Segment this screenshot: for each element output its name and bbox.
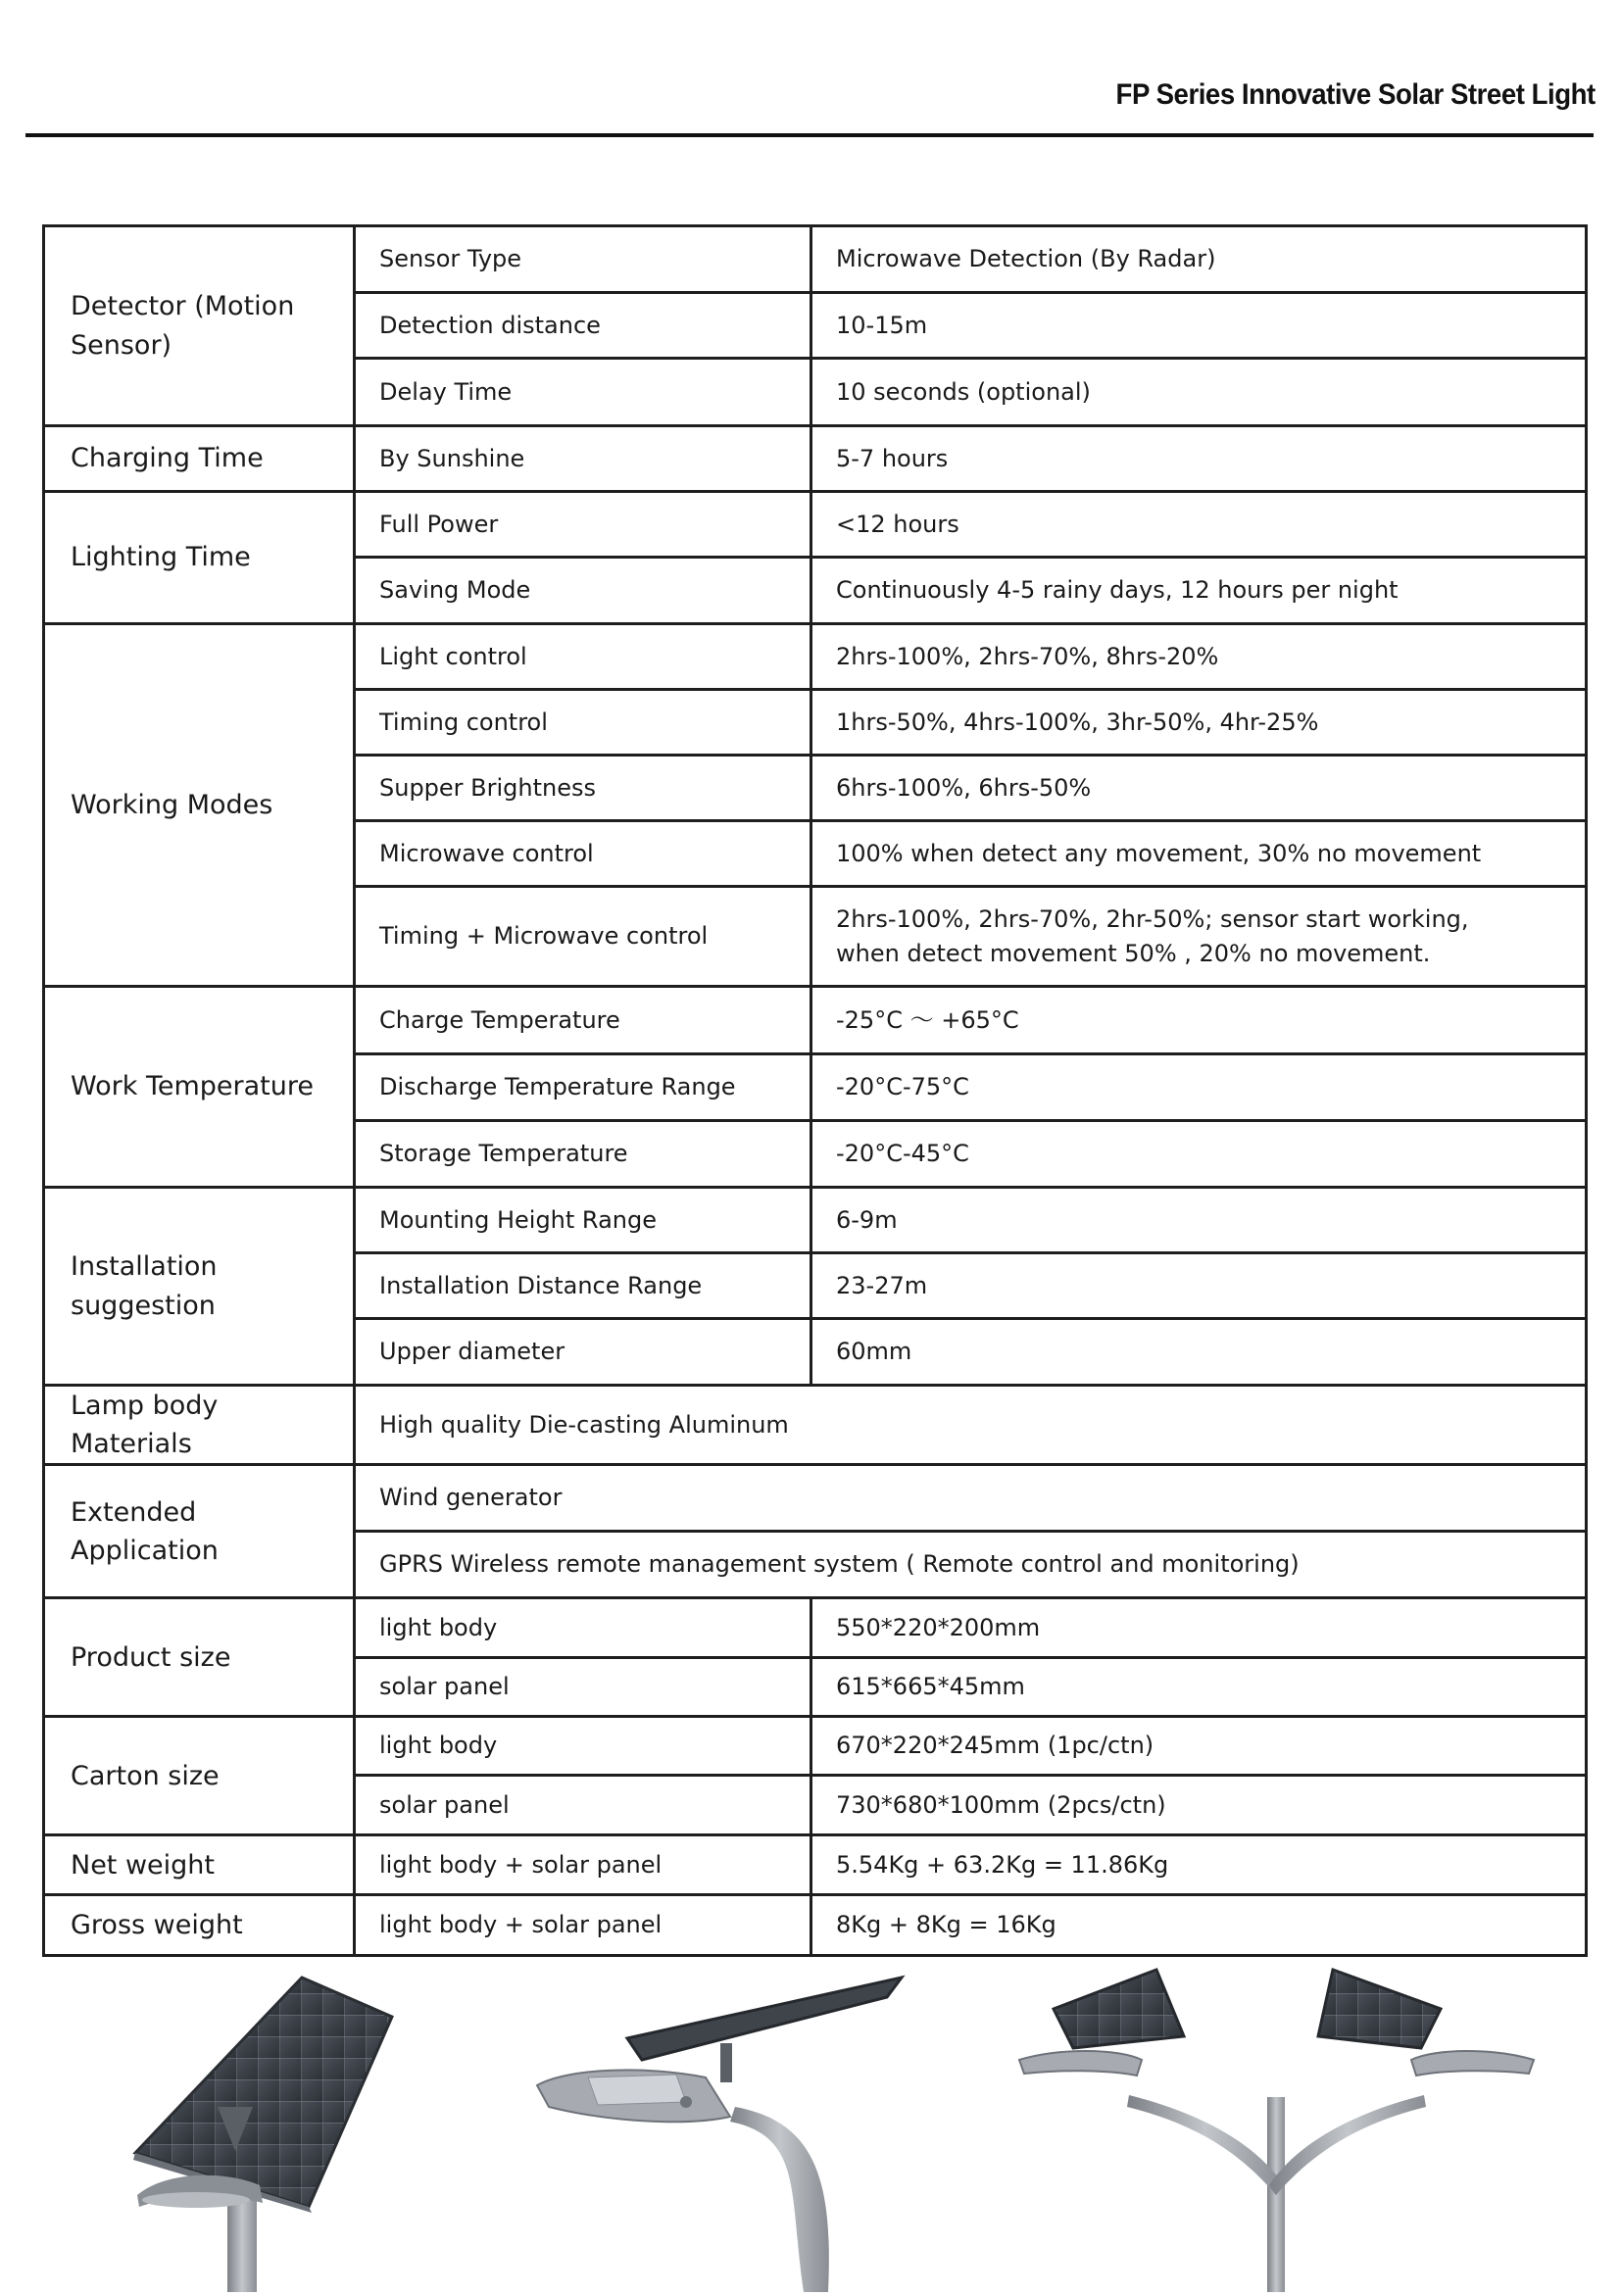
item-name: Supper Brightness	[355, 756, 811, 821]
item-name: Charge Temperature	[355, 987, 811, 1054]
product-photo-1	[133, 1978, 392, 2292]
item-value: 10-15m	[811, 293, 1587, 359]
product-photo-3	[1019, 1970, 1534, 2292]
item-value: 100% when detect any movement, 30% no movement	[811, 821, 1587, 887]
category-cell: Detector (Motion Sensor)	[44, 226, 355, 426]
item-name: solar panel	[355, 1658, 811, 1717]
category-cell: Carton size	[44, 1717, 355, 1835]
item-value: 615*665*45mm	[811, 1658, 1587, 1717]
spec-table	[42, 224, 1588, 1957]
item-value: 5-7 hours	[811, 426, 1587, 492]
item-value: Microwave Detection (By Radar)	[811, 226, 1587, 293]
item-value: 2hrs-100%, 2hrs-70%, 8hrs-20%	[811, 624, 1587, 690]
item-name: Delay Time	[355, 359, 811, 426]
item-value: Continuously 4-5 rainy days, 12 hours per night	[811, 558, 1587, 624]
item-value: 5.54Kg + 63.2Kg = 11.86Kg	[811, 1835, 1587, 1895]
page-title: FP Series Innovative Solar Street Light	[1115, 78, 1596, 111]
item-value-multiline	[811, 887, 1587, 987]
item-value: High quality Die-casting Aluminum	[355, 1386, 1587, 1465]
category-cell: Lighting Time	[44, 492, 355, 624]
item-name: Sensor Type	[355, 226, 811, 293]
table-row	[44, 1386, 1587, 1465]
item-value: 6hrs-100%, 6hrs-50%	[811, 756, 1587, 821]
category-cell: Installation suggestion	[44, 1188, 355, 1386]
table-row	[44, 1465, 1587, 1532]
item-name: Microwave control	[355, 821, 811, 887]
table-row	[44, 1598, 1587, 1658]
table-row	[44, 624, 1587, 690]
item-value: Wind generator	[355, 1465, 1587, 1532]
item-value: 6-9m	[811, 1188, 1587, 1253]
item-value-line: when detect movement 50% , 20% no movement.	[836, 939, 1431, 967]
item-value: 10 seconds (optional)	[811, 359, 1587, 426]
category-cell: Product size	[44, 1598, 355, 1717]
header-rule	[25, 133, 1594, 137]
category-cell: Charging Time	[44, 426, 355, 492]
item-name: Mounting Height Range	[355, 1188, 811, 1253]
item-value: 730*680*100mm (2pcs/ctn)	[811, 1776, 1587, 1835]
item-name: Discharge Temperature Range	[355, 1054, 811, 1121]
item-value: GPRS Wireless remote management system ( Remote control and monitoring)	[355, 1532, 1587, 1598]
item-name: By Sunshine	[355, 426, 811, 492]
category-cell: Gross weight	[44, 1895, 355, 1956]
item-value: -20°C-75°C	[811, 1054, 1587, 1121]
item-value: -25°C ～ +65°C	[811, 987, 1587, 1054]
table-row	[44, 426, 1587, 492]
item-value: 550*220*200mm	[811, 1598, 1587, 1658]
item-name: light body + solar panel	[355, 1835, 811, 1895]
table-row	[44, 987, 1587, 1054]
table-row	[44, 1717, 1587, 1776]
item-name: Full Power	[355, 492, 811, 558]
item-name: light body	[355, 1598, 811, 1658]
table-row	[44, 1895, 1587, 1956]
item-value: 670*220*245mm (1pc/ctn)	[811, 1717, 1587, 1776]
category-cell: Working Modes	[44, 624, 355, 987]
item-name: Detection distance	[355, 293, 811, 359]
table-row	[44, 1835, 1587, 1895]
item-value: 23-27m	[811, 1253, 1587, 1319]
item-name: solar panel	[355, 1776, 811, 1835]
table-row	[44, 1188, 1587, 1253]
item-name: light body + solar panel	[355, 1895, 811, 1956]
item-value: -20°C-45°C	[811, 1121, 1587, 1188]
item-name: Light control	[355, 624, 811, 690]
table-row	[44, 226, 1587, 293]
item-value-line: 2hrs-100%, 2hrs-70%, 2hr-50%; sensor start working,	[836, 904, 1469, 933]
item-name: Installation Distance Range	[355, 1253, 811, 1319]
item-name: Upper diameter	[355, 1319, 811, 1386]
category-cell: Lamp body Materials	[44, 1386, 355, 1465]
category-cell: Work Temperature	[44, 987, 355, 1188]
table-row	[44, 492, 1587, 558]
category-cell: Extended Application	[44, 1465, 355, 1598]
item-name: Timing control	[355, 690, 811, 756]
product-photos	[0, 1950, 1621, 2292]
item-value: 1hrs-50%, 4hrs-100%, 3hr-50%, 4hr-25%	[811, 690, 1587, 756]
item-name: Timing + Microwave control	[355, 887, 811, 987]
item-value: 60mm	[811, 1319, 1587, 1386]
item-name: light body	[355, 1717, 811, 1776]
item-name: Storage Temperature	[355, 1121, 811, 1188]
product-photo-2	[537, 1978, 902, 2292]
category-cell: Net weight	[44, 1835, 355, 1895]
item-value: 8Kg + 8Kg = 16Kg	[811, 1895, 1587, 1956]
item-value: <12 hours	[811, 492, 1587, 558]
item-name: Saving Mode	[355, 558, 811, 624]
